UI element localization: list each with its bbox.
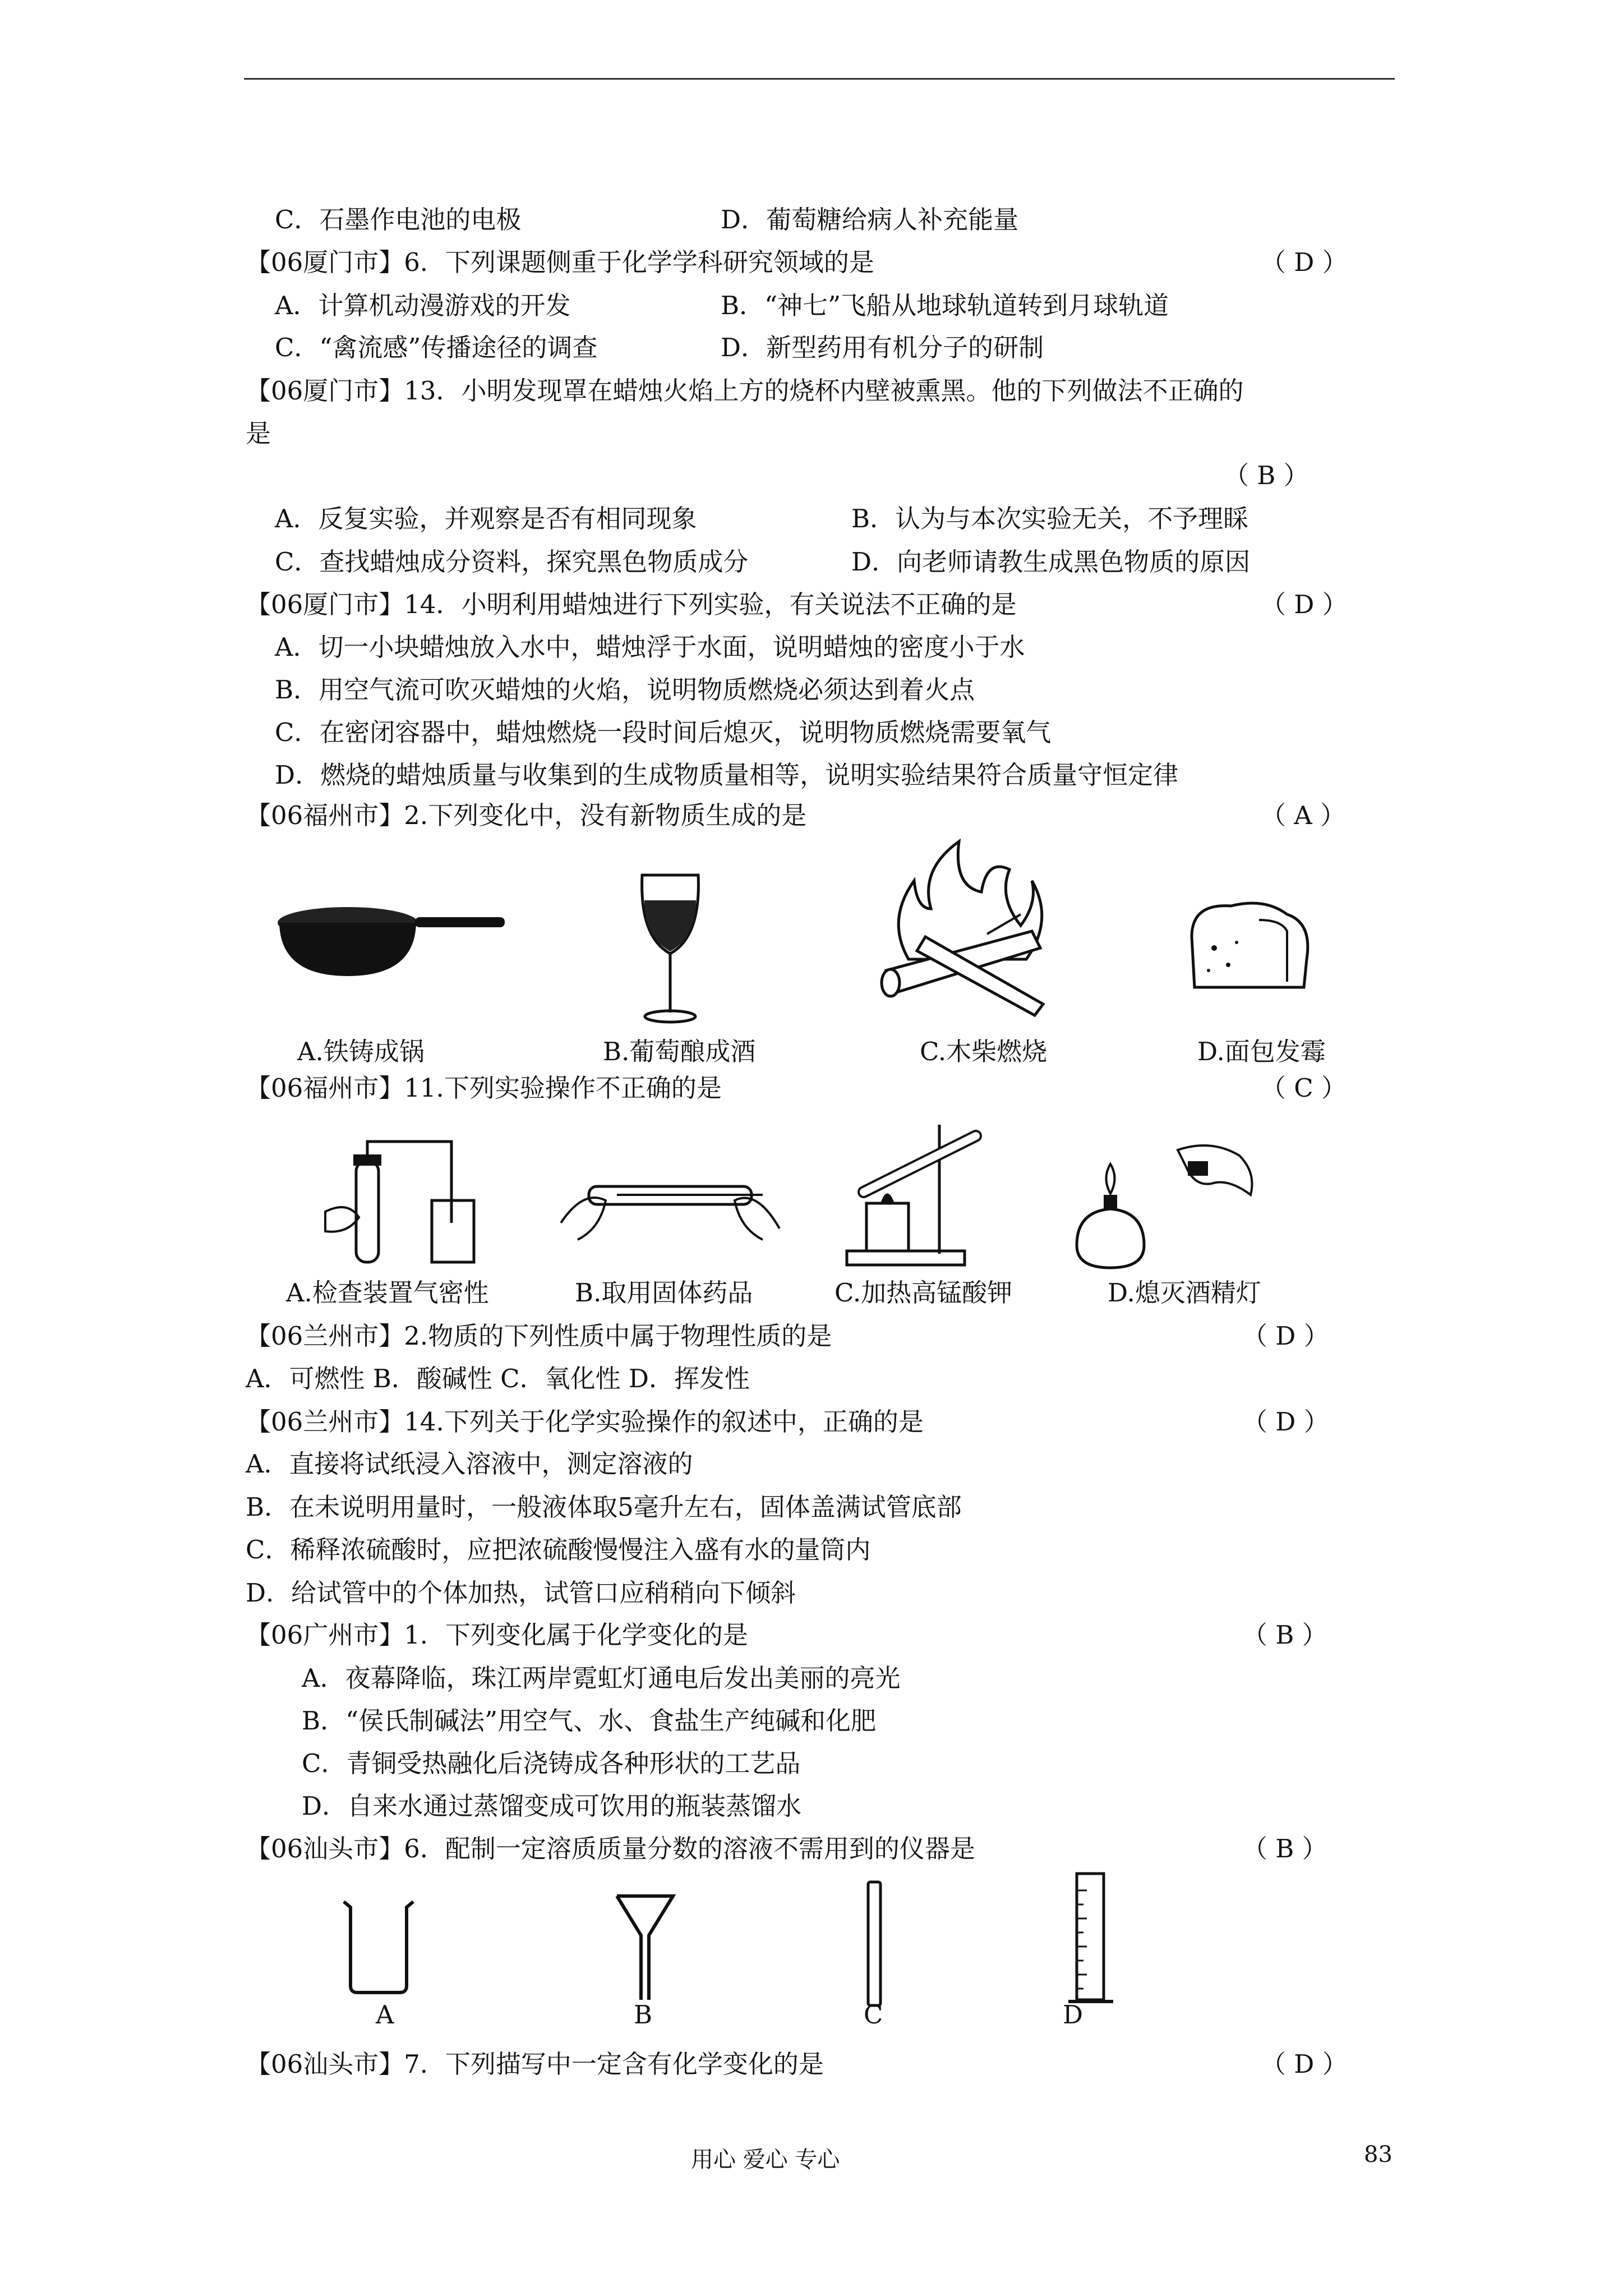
option-c: C．稀释浓硫酸时，应把浓硫酸慢慢注入盛有水的量筒内 (246, 1535, 871, 1565)
question-fuzhou-2: 【06福州市】2.下列变化中，没有新物质生成的是 (246, 800, 807, 830)
moldy-bread-image (1181, 898, 1315, 993)
page-number: 83 (1364, 2142, 1393, 2168)
caption-fuzhou-11-a: A.检查装置气密性 (286, 1278, 489, 1308)
caption-fuzhou-2-c: C.木柴燃烧 (920, 1037, 1048, 1066)
answer-fuzhou-11: （ C ） (1261, 1073, 1347, 1103)
answer-lanzhou-14: （ D ） (1242, 1407, 1329, 1437)
question-fuzhou-11: 【06福州市】11.下列实验操作不正确的是 (246, 1073, 722, 1103)
header-rule (244, 78, 1395, 80)
heating-potassium-permanganate-image (836, 1114, 998, 1276)
option-a: A．切一小块蜡烛放入水中，蜡烛浮于水面，说明蜡烛的密度小于水 (275, 632, 1025, 662)
answer-xiamen-6: （ D ） (1261, 247, 1348, 277)
option-a: A．直接将试纸浸入溶液中，测定溶液的 (246, 1449, 693, 1479)
measuring-cylinder-image (1066, 1868, 1116, 2014)
option-d: D．向老师请教生成黑色物质的原因 (851, 547, 1251, 577)
question-guangzhou-1: 【06广州市】1．下列变化属于化学变化的是 (246, 1620, 748, 1650)
question-lanzhou-14: 【06兰州市】14.下列关于化学实验操作的叙述中，正确的是 (246, 1407, 924, 1437)
footer-motto: 用心 爱心 专心 (691, 2147, 840, 2173)
option-b: B．在未说明用量时，一般液体取5毫升左右，固体盖满试管底部 (246, 1492, 962, 1522)
option-b: B．认为与本次实验无关，不予理睬 (851, 504, 1249, 533)
caption-fuzhou-11-c: C.加热高锰酸钾 (834, 1278, 1013, 1308)
extinguish-alcohol-lamp-image (1066, 1133, 1267, 1273)
option-d: D．葡萄糖给病人补充能量 (721, 205, 1019, 234)
airtightness-check-image (314, 1139, 488, 1273)
beaker-image (339, 1896, 418, 1997)
answer-guangzhou-1: （ B ） (1242, 1620, 1327, 1650)
answer-shantou-6: （ B ） (1242, 1834, 1327, 1864)
caption-fuzhou-2-d: D.面包发霉 (1197, 1037, 1326, 1066)
option-a: A．计算机动漫游戏的开发 (275, 291, 571, 320)
answer-fuzhou-2: （ A ） (1261, 800, 1346, 830)
caption-fuzhou-11-b: B.取用固体药品 (575, 1278, 753, 1308)
option-a: A．反复实验，并观察是否有相同现象 (275, 504, 697, 533)
caption-shantou-6-a: A (376, 2000, 394, 2030)
answer-lanzhou-2: （ D ） (1242, 1321, 1329, 1351)
answer-xiamen-13: （ B ） (1224, 461, 1309, 490)
option-d: D．新型药用有机分子的研制 (721, 333, 1044, 362)
option-b: B．用空气流可吹灭蜡烛的火焰，说明物质燃烧必须达到着火点 (275, 675, 975, 705)
option-d: D．燃烧的蜡烛质量与收集到的生成物质量相等，说明实验结果符合质量守恒定律 (275, 760, 1179, 790)
burning-wood-image (875, 836, 1054, 1021)
option-c: C．查找蜡烛成分资料，探究黑色物质成分 (275, 547, 749, 577)
glass-rod-image (864, 1879, 886, 2008)
option-c: C．石墨作电池的电极 (275, 205, 522, 234)
question-lanzhou-2: 【06兰州市】2.物质的下列性质中属于物理性质的是 (246, 1321, 832, 1351)
answer-shantou-7: （ D ） (1261, 2049, 1348, 2079)
caption-shantou-6-d: D (1063, 2000, 1083, 2030)
question-xiamen-14: 【06厦门市】14．小明利用蜡烛进行下列实验，有关说法不正确的是 (246, 590, 1017, 619)
question-xiamen-6: 【06厦门市】6．下列课题侧重于化学学科研究领域的是 (246, 247, 874, 277)
option-c: C．青铜受热融化后浇铸成各种形状的工艺品 (302, 1749, 801, 1778)
option-b: B．“侯氏制碱法”用空气、水、食盐生产纯碱和化肥 (302, 1706, 877, 1736)
caption-fuzhou-2-b: B.葡萄酿成酒 (603, 1037, 756, 1066)
answer-xiamen-14: （ D ） (1261, 590, 1348, 619)
wine-glass-image (637, 869, 704, 1032)
options-lanzhou-2: A．可燃性 B．酸碱性 C．氧化性 D．挥发性 (246, 1364, 750, 1393)
question-shantou-7: 【06汕头市】7．下列描写中一定含有化学变化的是 (246, 2049, 824, 2079)
option-b: B．“神七”飞船从地球轨道转到月球轨道 (721, 291, 1169, 320)
option-d: D．自来水通过蒸馏变成可饮用的瓶装蒸馏水 (302, 1791, 802, 1821)
option-c: C．在密闭容器中，蜡烛燃烧一段时间后熄灭，说明物质燃烧需要氧气 (275, 717, 1052, 747)
caption-fuzhou-2-a: A.铁铸成锅 (297, 1037, 425, 1066)
caption-shantou-6-c: C (864, 2000, 883, 2030)
funnel-image (614, 1890, 676, 2003)
caption-fuzhou-11-d: D.熄灭酒精灯 (1108, 1278, 1261, 1308)
option-a: A．夜幕降临，珠江两岸霓虹灯通电后发出美丽的亮光 (302, 1663, 901, 1693)
option-c: C．“禽流感”传播途径的调查 (275, 333, 598, 362)
option-d: D．给试管中的个体加热，试管口应稍稍向下倾斜 (246, 1578, 796, 1608)
frying-pan-image (275, 892, 510, 987)
question-xiamen-13: 【06厦门市】13．小明发现罩在蜡烛火焰上方的烧杯内壁被熏黑。他的下列做法不正确的 (246, 376, 1244, 406)
question-xiamen-13-cont: 是 (246, 418, 271, 448)
caption-shantou-6-b: B (634, 2000, 653, 2030)
question-shantou-6: 【06汕头市】6．配制一定溶质质量分数的溶液不需用到的仪器是 (246, 1834, 975, 1864)
solid-reagent-image (555, 1156, 785, 1245)
